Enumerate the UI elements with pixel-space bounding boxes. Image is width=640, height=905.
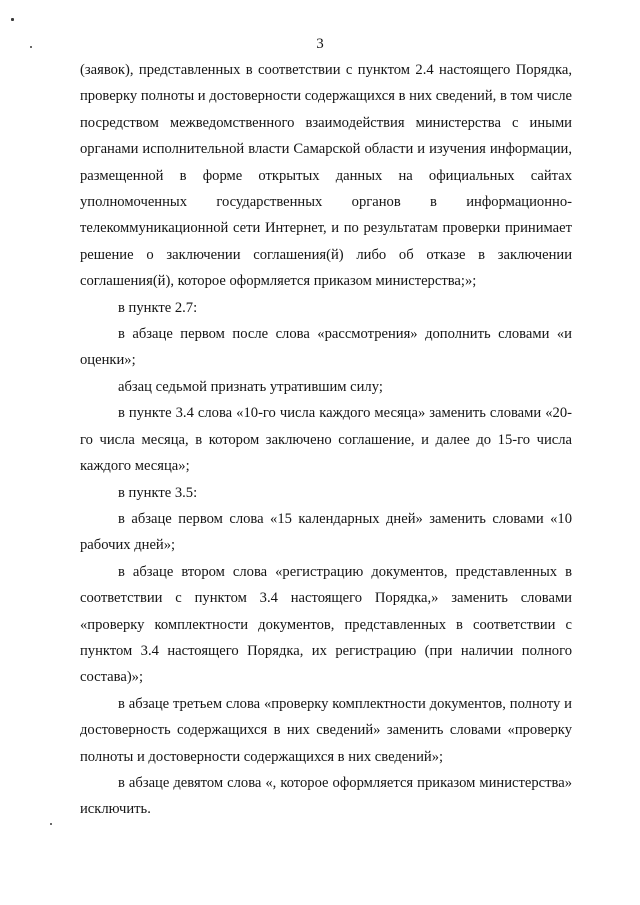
paragraph-item: абзац седьмой признать утратившим силу; (118, 378, 383, 395)
paragraph-item: в пункте 3.4 слова «10-го числа каждого месяца» заменить словами «20-го числа месяца, в котором заключено соглашение, и далее до 15-го числа каждого месяца»; (80, 405, 572, 475)
paragraph-item: в абзаце первом после слова «рассмотрения» дополнить словами «и оценки»; (80, 326, 572, 369)
paragraph-item: в пункте 2.7: (118, 299, 198, 316)
paragraph-continuation: (заявок), представленных в соответствии с пунктом 2.4 настоящего Порядка, проверку полноты и достоверности содержащихся в них сведений, в том числе посредством межведомственного взаимодействия министерства с иными органами исполнительной власти Самарской области и изучения информации, размещенной в форме открытых данных на официальных сайтах уполномоченных государственных органов в информационно-телекоммуникационной сети Интернет, и по результатам проверки принимает решение о заключении соглашения(й) либо об отказе в заключении соглашения(й), которое оформляется приказом министерства;»; (80, 62, 572, 290)
scan-speck-lower-left (50, 823, 52, 825)
scan-speck-top-left (11, 18, 14, 21)
document-body (80, 57, 572, 823)
paragraph-item: в пункте 3.5: (118, 484, 198, 501)
paragraph-item: в абзаце третьем слова «проверку комплектности документов, полноту и достоверность содержащихся в них сведений» заменить словами «проверку полноты и достоверности содержащихся в них сведений»; (80, 695, 572, 765)
paragraph-item: в абзаце первом слова «15 календарных дней» заменить словами «10 рабочих дней»; (80, 510, 572, 554)
paragraph-item: в абзаце втором слова «регистрацию документов, представленных в соответствии с пунктом 3.4 настоящего Порядка,» заменить словами «проверку комплектности документов, представленных в соответствии с пунктом 3.4 настоящего Порядка, их регистрацию (при наличии полного состава)»; (80, 563, 572, 686)
page-number: 3 (316, 36, 324, 52)
paragraph-item: в абзаце девятом слова «, которое оформляется приказом министерства» исключить. (80, 774, 572, 818)
